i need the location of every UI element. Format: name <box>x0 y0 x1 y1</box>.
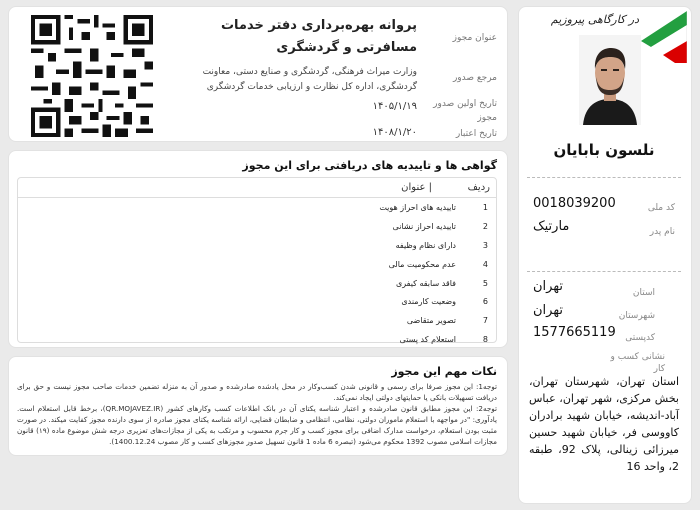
permit-card <box>8 6 508 142</box>
row-index: 5 <box>482 278 488 288</box>
business-address-label: نشانی کسب و کار <box>610 352 665 374</box>
row-title: تصویر متقاضی <box>406 316 456 326</box>
applicant-photo <box>579 35 641 125</box>
certificates-card <box>8 150 508 348</box>
row-index: 3 <box>482 240 488 250</box>
business-address-value: استان تهران، شهرستان تهران، بخش مرکزی، شهر تهران، عباس آباد-اندیشه، خیابان شهید برادران کاووسی فر، خیابان شهید حسین میرزائی زینالی، پلاک 92، طبقه 2، واحد 16 <box>529 375 679 473</box>
row-title: عدم محکومیت مالی <box>388 259 456 269</box>
national-code-value: 0018039200 <box>533 196 616 211</box>
qr-code-icon <box>31 15 153 137</box>
certificates-title: گواهی ها و تاییدیه های دریافتی برای این مجوز <box>242 159 497 172</box>
permit-title: پروانه بهره‌برداری دفتر خدمات مسافرتی و گردشگری <box>220 18 417 55</box>
profile-card <box>518 6 692 504</box>
row-title: تاییدیه احراز نشانی <box>392 221 456 231</box>
notes-title: نکات مهم این مجوز <box>391 365 497 378</box>
column-header-title: | عنوان <box>401 182 432 193</box>
divider <box>527 271 681 272</box>
applicant-name: نلسون بابایان <box>553 141 655 159</box>
notes-body <box>17 381 497 447</box>
national-code-label: کد ملی <box>647 203 675 213</box>
table-row <box>18 330 496 348</box>
table-row <box>18 217 496 236</box>
row-title: استعلام کد پستی <box>399 335 456 345</box>
father-name-value: مارتیک <box>533 219 570 234</box>
row-index: 7 <box>482 316 488 326</box>
certificates-table <box>17 177 497 343</box>
row-index: 8 <box>482 335 488 345</box>
row-title: وضعیت کارمندی <box>401 297 456 307</box>
validity-label: تاریخ اعتبار <box>455 129 497 139</box>
note-2: توجه2: این مجوز مطابق قانون صادرشده و اعتبار شناسه یکتای آن در بانک اطلاعات کسب وکارهای کشور (QR.MOJAVEZ.IR)، برخط قابل استعلام است. یادآوری: "در مواجهه با استعلام ماموران دولتی، نظامی، انتظامی و ضابطان قضایی، ارائه شناسه یکتای مجوز صادره از سوی دارنده مجوز کفایت میکند. در صورت مثبت بودن استعلام، درخواست مدارک اضافی برای مجوز کسب و کار جرم محسوب و مرتکب به یکی از مجازات‌های تعزیری درجه شش موضوع ماده (۱۹) قانون مجازات اسلامی مصوب 1392 محکوم می‌شود (تبصره 6 ماده 1 قانون تسهیل صدور مجوزهای کسب و کار مصوب 1400.12.24). <box>17 404 497 446</box>
table-row <box>18 292 496 311</box>
father-name-label: نام پدر <box>649 227 675 237</box>
first-issue-label: تاریخ اولین صدور مجوز <box>433 99 497 123</box>
column-header-index: ردیف <box>467 182 490 193</box>
row-title: تاییدیه های احراز هویت <box>379 203 456 212</box>
notes-card <box>8 356 508 456</box>
row-index: 4 <box>482 259 488 269</box>
province-value: تهران <box>533 279 563 294</box>
issuer-value: وزارت میراث فرهنگی، گردشگری و صنایع دستی، معاونت گردشگری، اداره کل نظارت و ارزیابی خدمات گردشگری <box>202 67 417 92</box>
logo-text: در کارگاهی پیروزیم <box>550 13 639 26</box>
postal-code-label: کدپستی <box>625 333 655 343</box>
table-row <box>18 311 496 330</box>
table-row <box>18 255 496 274</box>
issuer-label: مرجع صدور <box>452 73 497 83</box>
city-value: تهران <box>533 303 563 318</box>
row-title: دارای نظام وظیفه <box>395 240 456 250</box>
row-index: 1 <box>482 203 488 212</box>
table-row <box>18 236 496 255</box>
divider <box>527 177 681 178</box>
province-label: استان <box>632 288 655 298</box>
row-title: فاقد سابقه کیفری <box>395 278 456 288</box>
permit-title-label: عنوان مجوز <box>452 33 497 43</box>
row-index: 2 <box>482 221 488 231</box>
validity-date: ۱۴۰۸/۱/۲۰ <box>372 127 417 138</box>
table-row <box>18 274 496 293</box>
first-issue-date: ۱۴۰۵/۱/۱۹ <box>372 101 417 112</box>
iran-flag-icon <box>641 11 687 63</box>
postal-code-value: 1577665119 <box>533 325 616 340</box>
note-1: توجه1: این مجوز صرفا برای رسمی و قانونی شدن کسب‌‌و‌کار در محل یادشده صادرشده و صدور آن به منزله تضمین خدمات صاحب مجوز نیست و حق برای دریافت تسهیلات بانکی یا حمایتهای دولتی ایجاد نمی‌کند. <box>17 382 497 402</box>
table-header <box>18 178 496 198</box>
table-row <box>18 198 496 217</box>
row-index: 6 <box>482 297 488 307</box>
city-label: شهرستان <box>618 311 655 321</box>
